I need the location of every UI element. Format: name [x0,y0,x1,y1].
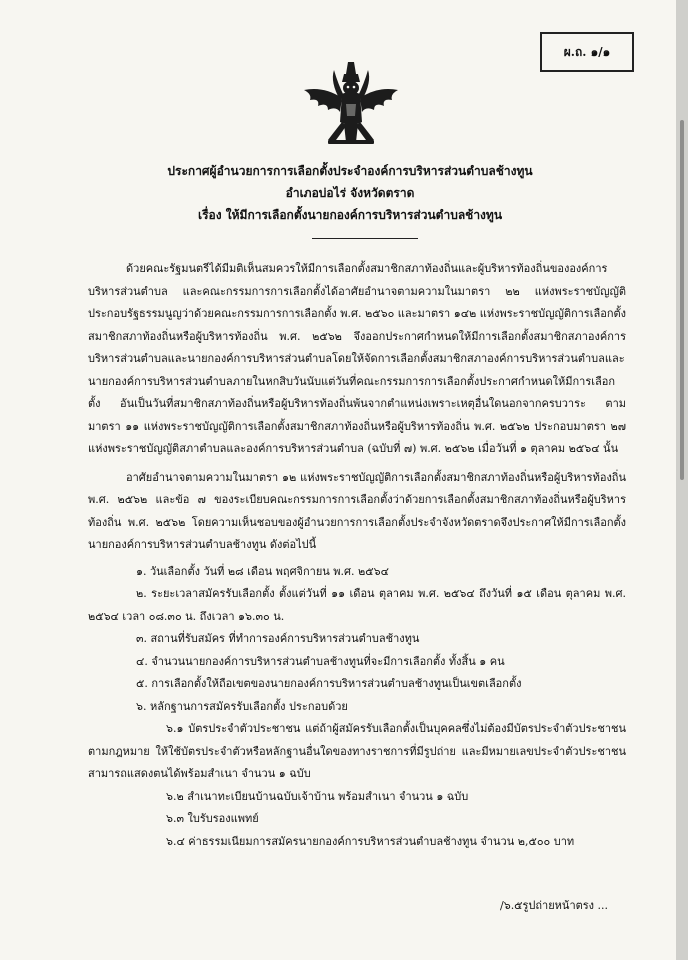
paragraph-1: ด้วยคณะรัฐมนตรีได้มีมติเห็นสมควรให้มีการเลือกตั้งสมาชิกสภาท้องถิ่นและผู้บริหารท้องถิ่นขององค์การบริหารส่วนตำบล และคณะกรรมการการเลือกตั้งได้อาศัยอำนาจตามความในมาตรา ๒๒ แห่งพระราชบัญญัติประกอบรัฐธรรมนูญว่าด้วยคณะกรรมการการเลือกตั้ง พ.ศ. ๒๕๖๐ และมาตรา ๑๔๒ แห่งพระราชบัญญัติการเลือกตั้งสมาชิกสภาท้องถิ่นหรือผู้บริหารท้องถิ่น พ.ศ. ๒๕๖๒ จึงออกประกาศกำหนดให้มีการเลือกตั้งสมาชิกสภาองค์การบริหารส่วนตำบลและนายกองค์การบริหารส่วนตำบลโดยให้จัดการเลือกตั้งสมาชิกสภาองค์การบริหารส่วนตำบลและนายกองค์การบริหารส่วนตำบลภายในหกสิบวันนับแต่วันที่คณะกรรมการการเลือกตั้งประกาศกำหนดให้มีการเลือกตั้ง อันเป็นวันที่สมาชิกสภาท้องถิ่นหรือผู้บริหารท้องถิ่นพ้นจากตำแหน่งเพราะเหตุอื่นใดนอกจากครบวาระ ตามมาตรา ๑๑ แห่งพระราชบัญญัติการเลือกตั้งสมาชิกสภาท้องถิ่นหรือผู้บริหารท้องถิ่น พ.ศ. ๒๕๖๒ ประกอบมาตรา ๒๗ แห่งพระราชบัญญัติสภาตำบลและองค์การบริหารส่วนตำบล (ฉบับที่ ๗) พ.ศ. ๒๕๖๒ เมื่อวันที่ ๑ ตุลาคม ๒๕๖๔ นั้น [88,262,626,455]
sub-item-medical-certificate: ๖.๓ ใบรับรองแพทย์ [166,812,259,825]
title-divider [312,238,418,239]
announcement-items [88,561,626,854]
garuda-emblem-icon [298,60,404,148]
sub-item-house-registration: ๖.๒ สำเนาทะเบียนบ้านฉบับเจ้าบ้าน พร้อมสำเนา จำนวน ๑ ฉบับ [166,789,469,803]
sub-item-application-fee: ๖.๔ ค่าธรรมเนียมการสมัครนายกองค์การบริหารส่วนตำบลช้างทูน จำนวน ๒,๕๐๐ บาท [166,834,575,848]
announcement-title-block [120,160,580,226]
title-line-2: อำเภอบ่อไร่ จังหวัดตราด [285,186,415,200]
scrollbar-thumb[interactable] [680,120,684,480]
title-line-1: ประกาศผู้อำนวยการการเลือกตั้งประจำองค์การบริหารส่วนตำบลช้างทูน [167,164,533,178]
title-line-3: เรื่อง ให้มีการเลือกตั้งนายกองค์การบริหารส่วนตำบลช้างทูน [197,208,503,222]
form-code-box: ผ.ถ. ๑/๑ [540,32,634,72]
item-election-date: ๑. วันเลือกตั้ง วันที่ ๒๘ เดือน พฤศจิกายน พ.ศ. ๒๕๖๔ [136,564,389,578]
item-number-of-positions: ๔. จำนวนนายกองค์การบริหารส่วนตำบลช้างทูนที่จะมีการเลือกตั้ง ทั้งสิ้น ๑ คน [136,654,505,668]
sub-item-id-card: ๖.๑ บัตรประจำตัวประชาชน แต่ถ้าผู้สมัครรับเลือกตั้งเป็นบุคคลซึ่งไม่ต้องมีบัตรประจำตัวประชาชนตามกฎหมาย ให้ใช้บัตรประจำตัวหรือหลักฐานอื่นใดของทางราชการที่มีรูปถ่าย และมีหมายเลขประจำตัวประชาชนสามารถแสดงตนได้พร้อมสำเนา จำนวน ๑ ฉบับ [88,722,626,780]
paragraph-2: อาศัยอำนาจตามความในมาตรา ๑๒ แห่งพระราชบัญญัติการเลือกตั้งสมาชิกสภาท้องถิ่นหรือผู้บริหารท้องถิ่น พ.ศ. ๒๕๖๒ และข้อ ๗ ของระเบียบคณะกรรมการการเลือกตั้งว่าด้วยการเลือกตั้งสมาชิกสภาท้องถิ่นหรือผู้บริหารท้องถิ่น พ.ศ. ๒๕๖๒ โดยความเห็นชอบของผู้อำนวยการการเลือกตั้งประจำจังหวัดตราดจึงประกาศให้มีการเลือกตั้งนายกองค์การบริหารส่วนตำบลช้างทูน ดังต่อไปนี้ [88,470,626,551]
announcement-body [88,258,626,853]
item-application-period: ๒. ระยะเวลาสมัครรับเลือกตั้ง ตั้งแต่วันที่ ๑๑ เดือน ตุลาคม พ.ศ. ๒๕๖๔ ถึงวันที่ ๑๕ เดือน ตุลาคม พ.ศ. ๒๕๖๔ เวลา ๐๘.๓๐ น. ถึงเวลา ๑๖.๓๐ น. [88,587,626,623]
continuation-note: /๖.๕รูปถ่ายหน้าตรง ... [500,899,609,912]
item-constituency: ๕. การเลือกตั้งให้ถือเขตของนายกองค์การบริหารส่วนตำบลช้างทูนเป็นเขตเลือกตั้ง [136,677,522,690]
item-required-documents: ๖. หลักฐานการสมัครรับเลือกตั้ง ประกอบด้วย [136,699,348,713]
item-application-place: ๓. สถานที่รับสมัคร ที่ทำการองค์การบริหารส่วนตำบลช้างทูน [136,632,420,645]
